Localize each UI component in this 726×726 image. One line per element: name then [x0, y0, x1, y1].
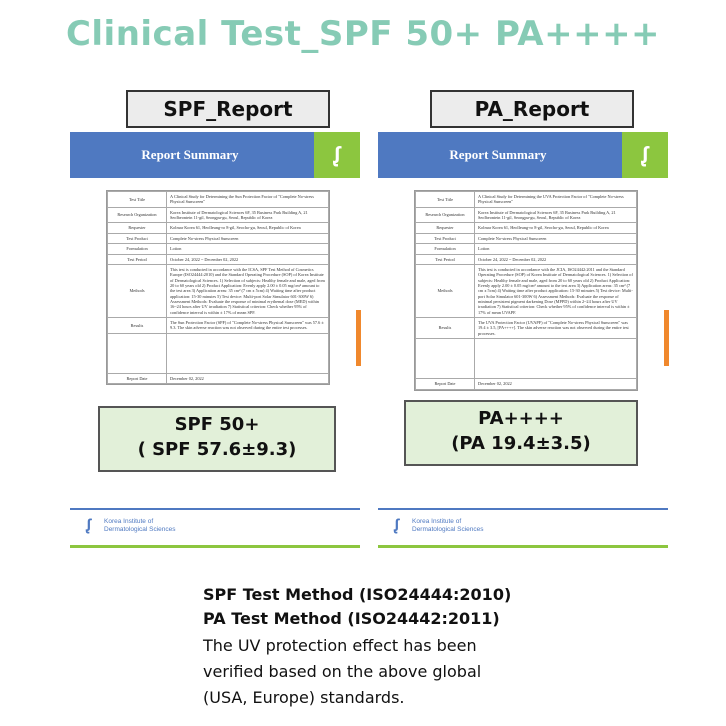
table-row: [108, 264, 329, 317]
row-value: Kolmar Korea 61, Heolleung-ro 8-gil, Seocho-gu, Seoul, Republic of Korea: [475, 223, 637, 233]
table-row: [416, 207, 637, 223]
footer-green-line: [378, 545, 668, 548]
row-key: Test Title: [416, 192, 475, 208]
table-row: [416, 223, 637, 233]
row-value: [167, 333, 329, 373]
verification-text: [203, 633, 623, 711]
spf-method: SPF Test Method (ISO24444:2010): [203, 585, 512, 604]
row-value: Complete No-stress Physical Sunscreen: [475, 233, 637, 243]
verification-line-1: The UV protection effect has been: [203, 636, 477, 655]
banner-title: Report Summary: [141, 147, 239, 162]
result-line-2: ( SPF 57.6±9.3): [137, 439, 297, 460]
table-row: [416, 379, 637, 389]
row-value: This test is conducted in accordance with the ICSA, SPF Test Method of Cosmetics Europe (ISO24444:2010) and the Standard Operating Procedure (SOP) of Korea Institute of Dermatological Sciences. 1) Selection of subjects: Healthy female and male, aged from 20 to 60 years old 2) Product Application: Evenly apply 2.00 ± 0.05 mg/cm² amount to the test area 3) Application areas: 35 cm² (7 cm x 5cm) 4) Waiting time after product application: 15-30 minutes 5) Test device: Multi-port Solar Simulator 601-300W 6) Assessment Methods: Evaluate the response of minimal erythemal dose (MED) within 16~24 hours after UV irradiation 7) Statistical criterion: Check whether 95% of confidence interval is within ± 17% of mean SPF.: [167, 264, 329, 317]
table-row: [416, 339, 637, 379]
row-value: December 02, 2022: [167, 373, 329, 383]
org-line-2: Dermatological Sciences: [104, 526, 176, 533]
table-row: [108, 233, 329, 243]
table-row: [108, 192, 329, 208]
table-row: [108, 373, 329, 383]
row-key: Results: [416, 318, 475, 339]
row-key: [108, 333, 167, 373]
row-key: Research Organization: [416, 207, 475, 223]
report-document: [106, 190, 330, 385]
spf-report-label: SPF_Report: [126, 90, 330, 128]
leaf-logo-icon: ᶘ: [622, 132, 668, 178]
row-value: The UVA Protection Factor (UVAPF) of "Complete No-stress Physical Sunscreen" was 19.4 ± 3.5, [PA++++]. The skin adverse reaction was not observed during the entire test processes.: [475, 318, 637, 339]
report-document: [414, 190, 638, 391]
row-key: Formulation: [416, 244, 475, 254]
row-key: Test Product: [108, 233, 167, 243]
table-row: [108, 223, 329, 233]
table-row: [108, 333, 329, 373]
row-key: Methods: [416, 264, 475, 317]
result-line-1: SPF 50+: [174, 414, 260, 435]
table-row: [416, 233, 637, 243]
row-key: Report Date: [108, 373, 167, 383]
row-key: Test Product: [416, 233, 475, 243]
table-row: [416, 318, 637, 339]
row-value: December 02, 2022: [475, 379, 637, 389]
org-line-1: Korea Institute of: [412, 518, 462, 525]
pa-method: PA Test Method (ISO24442:2011): [203, 609, 500, 628]
row-value: October 24, 2022 ~ December 02, 2022: [167, 254, 329, 264]
leaf-logo-icon: ᶘ: [314, 132, 360, 178]
row-value: Kolmar Korea 61, Heolleung-ro 8-gil, Seocho-gu, Seoul, Republic of Korea: [167, 223, 329, 233]
row-key: Requester: [108, 223, 167, 233]
row-value: Korea Institute of Dermatological Sciences 6F, 35 Business Park Building A, 21 Seolbeontein 11-gil, Seongpu-gu, Seoul, Republic of Korea: [475, 207, 637, 223]
result-line-1: PA++++: [478, 408, 564, 429]
page-title: Clinical Test_SPF 50+ PA++++: [65, 14, 661, 54]
row-value: October 24, 2022 ~ December 02, 2022: [475, 254, 637, 264]
accent-bar: [356, 310, 361, 366]
org-logo: [86, 514, 236, 540]
row-value: Lotion: [475, 244, 637, 254]
row-key: [416, 339, 475, 379]
row-value: Complete No-stress Physical Sunscreen: [167, 233, 329, 243]
pa-result-box: [404, 400, 638, 466]
row-value: [475, 339, 637, 379]
footer-green-line: [70, 545, 360, 548]
footer-divider: [70, 508, 360, 510]
row-key: Test Period: [108, 254, 167, 264]
accent-bar: [664, 310, 669, 366]
row-key: Requester: [416, 223, 475, 233]
spf-result-box: [98, 406, 336, 472]
report-banner: [378, 132, 668, 178]
row-key: Report Date: [416, 379, 475, 389]
org-logo-text: [412, 518, 484, 534]
org-logo-icon: ᶘ: [394, 517, 400, 534]
org-line-1: Korea Institute of: [104, 518, 154, 525]
table-row: [416, 244, 637, 254]
row-key: Methods: [108, 264, 167, 317]
row-value: A Clinical Study for Determining the UVA Protection Factor of "Complete No-stress Physical Sunscreen": [475, 192, 637, 208]
org-logo-text: [104, 518, 176, 534]
row-key: Formulation: [108, 244, 167, 254]
banner-title: Report Summary: [449, 147, 547, 162]
row-key: Results: [108, 318, 167, 334]
result-line-2: (PA 19.4±3.5): [451, 433, 591, 454]
verification-line-3: (USA, Europe) standards.: [203, 688, 405, 707]
report-banner: [70, 132, 360, 178]
table-row: [416, 254, 637, 264]
table-row: [108, 254, 329, 264]
table-row: [108, 244, 329, 254]
row-value: Lotion: [167, 244, 329, 254]
row-key: Research Organization: [108, 207, 167, 223]
table-row: [108, 207, 329, 223]
org-logo-icon: ᶘ: [86, 517, 92, 534]
row-value: A Clinical Study for Determining the Sun Protection Factor of "Complete No-stress Physical Sunscreen": [167, 192, 329, 208]
row-value: Korea Institute of Dermatological Sciences 6F, 35 Business Park Building A, 21 Seolbeontein 11-gil, Seongpu-gu, Seoul, Republic of Korea: [167, 207, 329, 223]
org-line-2: Dermatological Sciences: [412, 526, 484, 533]
verification-line-2: verified based on the above global: [203, 662, 482, 681]
table-row: [416, 264, 637, 317]
report-table: [415, 191, 637, 390]
table-row: [416, 192, 637, 208]
row-value: This test is conducted in accordance with the JCIA, ISO24442:2011 and the Standard Operating Procedure (SOP) of Korea Institute of Dermatological Sciences. 1) Selection of subjects: Healthy female and male, aged from 20 to 60 years old 2) Product Application: Evenly apply 2.00 ± 0.05 mg/cm² amount to the test area 3) Application areas: 35 cm² (7 cm x 5cm) 4) Waiting time after product application: 15-30 minutes 5) Test device: Multi-port Solar Simulator 601-300W 6) Assessment Methods: Evaluate the response of minimal persistent pigment darkening Dose (MPPD) within 2~24 hours after UV irradiation 7) Statistical criterion: Check whether 95% of confidence interval is within ± 17% of mean UVAPF.: [475, 264, 637, 317]
row-key: Test Period: [416, 254, 475, 264]
row-key: Test Title: [108, 192, 167, 208]
row-value: The Sun Protection Factor (SPF) of "Complete No-stress Physical Sunscreen" was 57.6 ± 9.3. The skin adverse reaction was not observed during the entire test processes.: [167, 318, 329, 334]
footer-divider: [378, 508, 668, 510]
report-table: [107, 191, 329, 384]
test-method-summary: [203, 583, 623, 711]
org-logo: [394, 514, 544, 540]
pa-report-label: PA_Report: [430, 90, 634, 128]
table-row: [108, 318, 329, 334]
